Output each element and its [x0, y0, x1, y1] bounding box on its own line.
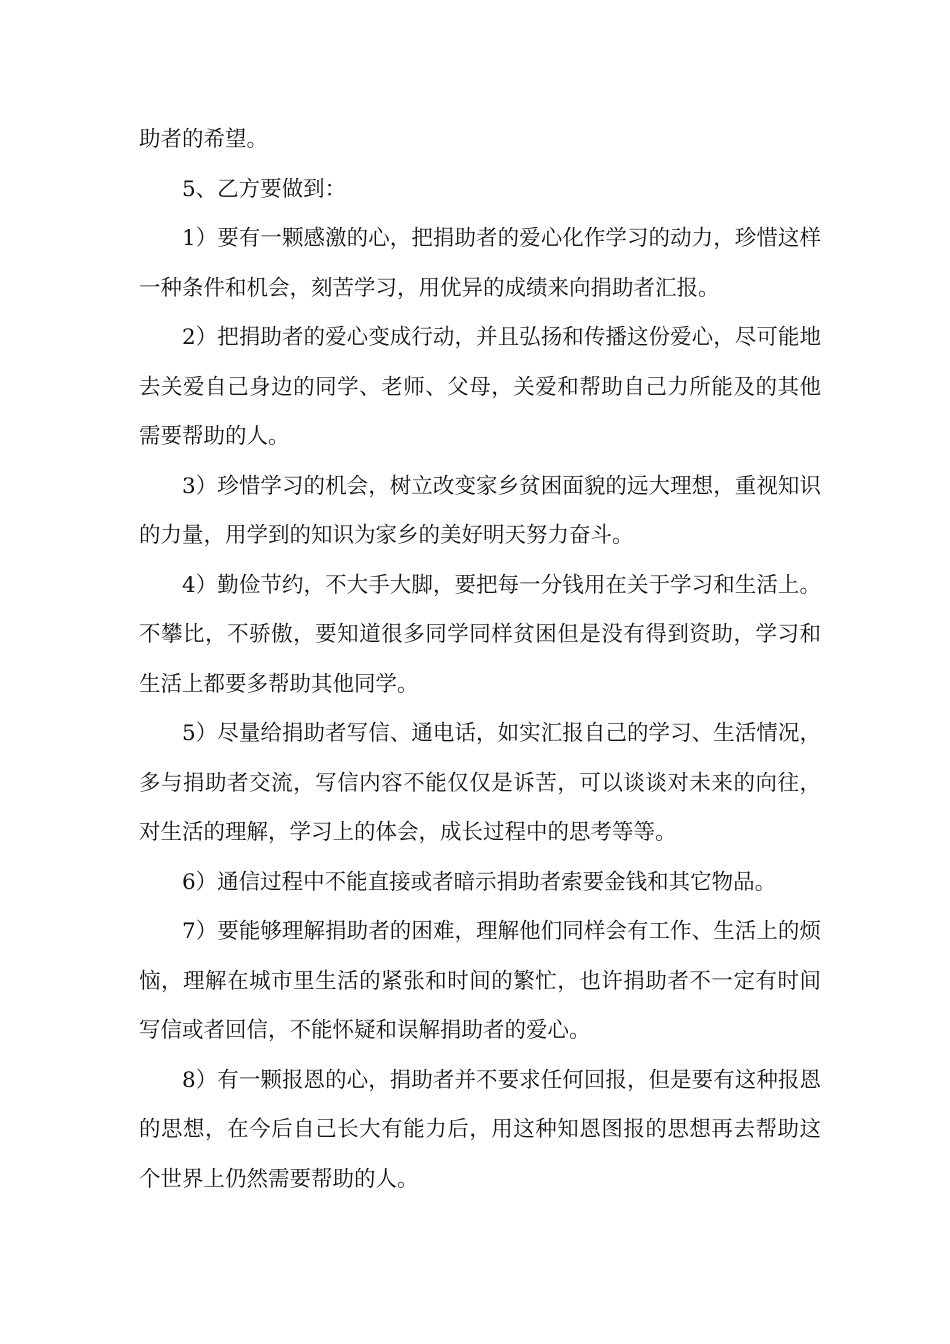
- paragraph-2: 5、乙方要做到：: [182, 176, 347, 202]
- paragraph-9: 7）要能够理解捐助者的困难，理解他们同样会有工作、生活上的烦恼，理解在城市里生活的紧张和时间的繁忙，也许捐助者不一定有时间写信或者回信，不能怀疑和误解捐助者的爱心。: [139, 919, 821, 1043]
- paragraph-1: 助者的希望。: [139, 127, 269, 152]
- paragraph-7: 5）尽量给捐助者写信、通电话，如实汇报自己的学习、生活情况，多与捐助者交流，写信内容不能仅仅是诉苦，可以谈谈对未来的向往，对生活的理解，学习上的体会，成长过程中的思考等等。: [139, 721, 821, 845]
- paragraph-5: 3）珍惜学习的机会，树立改变家乡贫困面貌的远大理想，重视知识的力量，用学到的知识为家乡的美好明天努力奋斗。: [139, 473, 821, 548]
- paragraph-6: 4）勤俭节约，不大手大脚，要把每一分钱用在关于学习和生活上。不攀比，不骄傲，要知道很多同学同样贫困但是没有得到资助，学习和生活上都要多帮助其他同学。: [139, 572, 821, 697]
- paragraph-10: 8）有一颗报恩的心，捐助者并不要求任何回报，但是要有这种报恩的思想，在今后自己长大有能力后，用这种知恩图报的思想再去帮助这个世界上仍然需要帮助的人。: [139, 1067, 821, 1192]
- paragraph-8: 6）通信过程中不能直接或者暗示捐助者索要金钱和其它物品。: [182, 869, 777, 895]
- paragraph-3: 1）要有一颗感激的心，把捐助者的爱心化作学习的动力，珍惜这样一种条件和机会，刻苦学习，用优异的成绩来向捐助者汇报。: [139, 226, 821, 301]
- paragraph-4: 2）把捐助者的爱心变成行动，并且弘扬和传播这份爱心，尽可能地去关爱自己身边的同学、老师、父母，关爱和帮助自己力所能及的其他需要帮助的人。: [139, 325, 821, 449]
- document-body: [139, 115, 821, 1204]
